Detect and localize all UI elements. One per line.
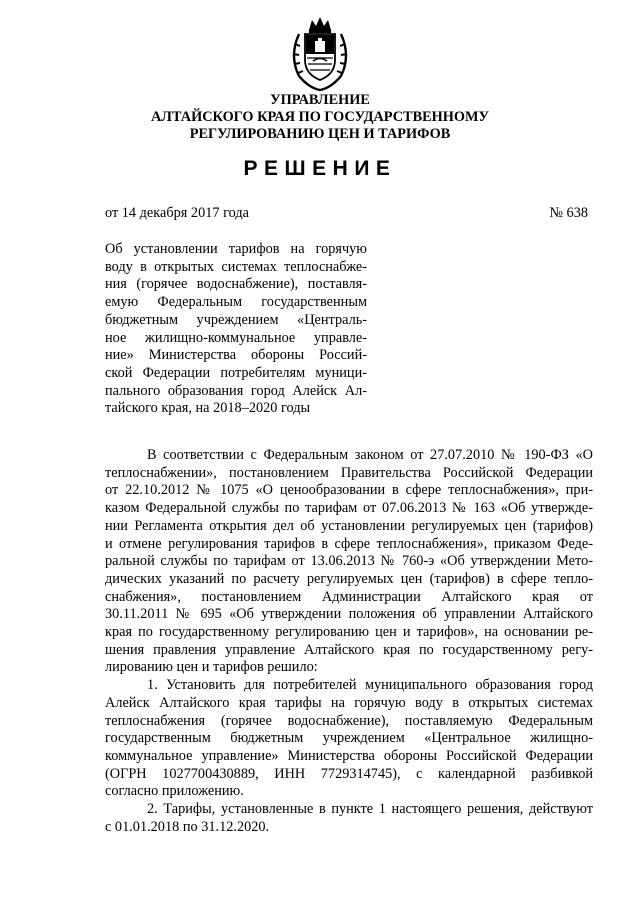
body-line: шения правления управление Алтайского края по государственному регу-: [105, 641, 593, 658]
subject-line: Об установлении тарифов на горячую: [105, 241, 367, 257]
body-line: В соответствии с Федеральным законом от 27.07.2010 № 190-ФЗ «О: [147, 447, 593, 463]
altai-krai-coat-of-arms-icon: [285, 14, 355, 92]
header-line-2: АЛТАЙСКОГО КРАЯ ПО ГОСУДАРСТВЕННОМУ: [150, 109, 489, 125]
body-line: дических указаний по расчету регулируемых цен (тарифов) в сфере тепло-: [105, 570, 593, 587]
subject-line: бюджетным учреждением «Централь-: [105, 311, 367, 328]
body-line: казом Федеральной службы по тарифам от 07.06.2013 № 163 «Об утвержде-: [105, 500, 593, 517]
subject-line: тайского края, на 2018–2020 годы: [105, 400, 311, 417]
body-line: снабжения», постановлением Администрации Алтайского края от: [105, 588, 593, 605]
body-line: коммунальное управление» Министерства обороны Российской Федерации: [105, 747, 593, 764]
body-line: теплоснабжении», постановлением Правительства Российской Федерации: [105, 464, 593, 481]
body-line: нии Регламента открытия дел об установлении регулируемых цен (тарифов): [105, 517, 593, 534]
body-line: теплоснабжения (горячее водоснабжение), поставляемую Федеральным: [105, 712, 593, 729]
header-line-3: РЕГУЛИРОВАНИЮ ЦЕН И ТАРИФОВ: [189, 126, 451, 142]
body-line: края по государственному регулированию цен и тарифов», на основании ре-: [105, 624, 593, 641]
body-line: согласно приложению.: [105, 783, 244, 800]
authority-header: [150, 92, 490, 143]
body-line: Алейск Алтайского края тарифы на горячую воду в открытых системах: [105, 694, 593, 711]
body-line: с 01.01.2018 по 31.12.2020.: [105, 818, 270, 835]
document-number: № 638: [549, 205, 588, 221]
header-line-1: УПРАВЛЕНИЕ: [270, 92, 370, 108]
subject-line: ние» Министерства обороны Россий-: [105, 347, 367, 364]
subject-line: ния (горячее водоснабжение), поставля-: [105, 276, 367, 293]
document-date: от 14 декабря 2017 года: [105, 205, 249, 221]
document-body: [105, 447, 593, 836]
subject-line: емую Федеральным государственным: [105, 294, 367, 311]
subject-line: ской Федерации потребителям муници-: [105, 364, 367, 381]
subject-line: ное жилищно-коммунальное управле-: [105, 329, 367, 346]
body-line: лированию цен и тарифов решило:: [105, 659, 318, 676]
subject-line: воду в открытых системах теплоснабже-: [105, 258, 367, 275]
subject-line: пального образования город Алейск Ал-: [105, 382, 367, 399]
body-line: государственным бюджетным учреждением «Центральное жилищно-: [105, 730, 593, 747]
body-line: ральной службы по тарифам от 13.06.2013 № 760-э «Об утверждении Мето-: [105, 553, 593, 570]
document-subject: [105, 241, 367, 418]
body-line: от 22.10.2012 № 1075 «О ценообразовании в сфере теплоснабжения», при-: [105, 482, 593, 499]
body-line: (ОГРН 1027700430889, ИНН 7729314745), с календарной разбивкой: [105, 765, 593, 782]
body-line: и отмене регулирования тарифов в сфере теплоснабжения», приказом Феде-: [105, 535, 593, 552]
document-type-title: РЕШЕНИЕ: [243, 157, 397, 180]
body-line: 1. Установить для потребителей муниципального образования город: [147, 677, 593, 694]
coat-of-arms-emblem: [285, 14, 355, 92]
body-line: 30.11.2011 № 695 «Об утверждении положения об управлении Алтайского: [105, 606, 593, 623]
body-line: 2. Тарифы, установленные в пункте 1 настоящего решения, действуют: [147, 801, 593, 818]
